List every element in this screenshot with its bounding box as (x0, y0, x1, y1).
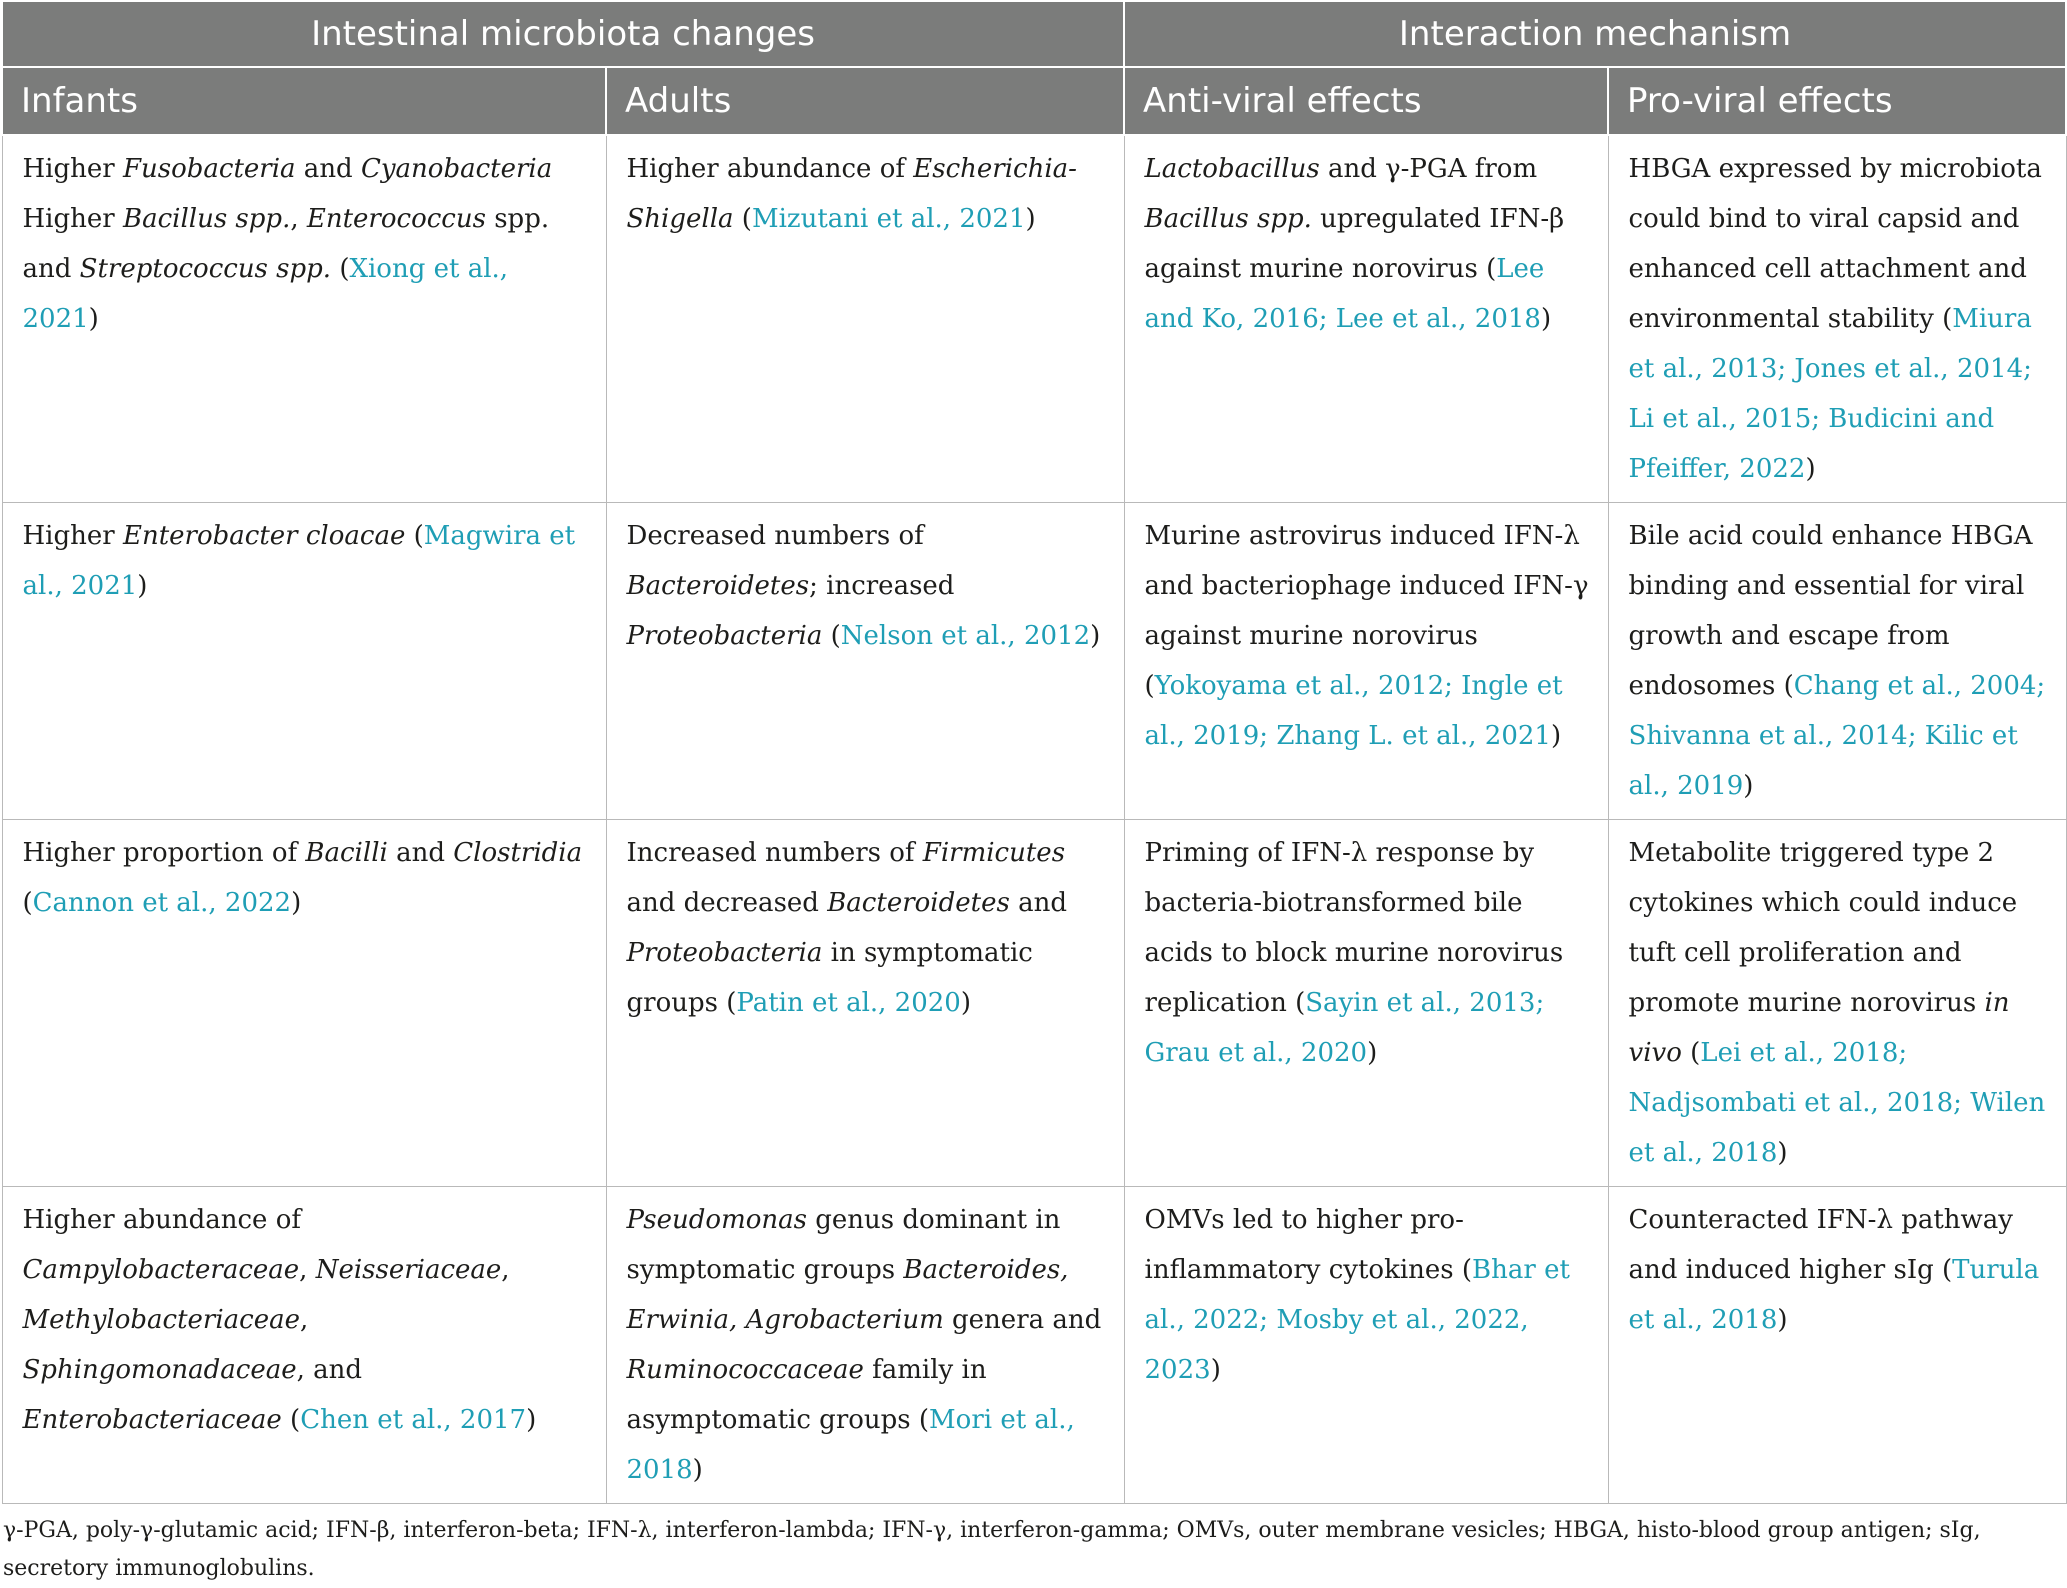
cell-text: spp. and (22, 204, 550, 284)
cell-adults (606, 1187, 1124, 1504)
header-interaction-mechanism: Interaction mechanism (1124, 1, 2066, 67)
header-group-row (2, 1, 2066, 67)
cell-text: ( (405, 521, 424, 551)
cell-text: Higher abundance of (22, 1205, 301, 1235)
cell-pro-viral (1608, 135, 2066, 503)
italic-taxon: Campylobacteraceae (22, 1255, 300, 1285)
cell-text: ) (1777, 1305, 1788, 1335)
table-row (2, 1187, 2066, 1504)
header-pro-viral: Pro-viral effects (1608, 67, 2066, 135)
cell-text: , (290, 204, 307, 234)
table-footnote: γ-PGA, poly-γ-glutamic acid; IFN-β, interferon-beta; IFN-λ, interferon-lambda; IFN-γ, interferon-gamma; OMVs, outer membrane vesicles; HBGA, histo-blood group antigen; sIg, secretory immunoglobulins. (3, 1518, 1981, 1581)
cell-text: genus dominant in symptomatic groups (626, 1205, 1061, 1285)
cell-text: ) (1025, 204, 1036, 234)
italic-taxon: Clostridia (453, 838, 583, 868)
citation-link[interactable]: Mori et al., 2018 (626, 1405, 1075, 1485)
cell-text: ) (88, 304, 99, 334)
italic-taxon: Pseudomonas (626, 1205, 807, 1235)
cell-text: OMVs led to higher pro-inflammatory cytokines ( (1144, 1205, 1473, 1285)
cell-text: ) (137, 571, 148, 601)
italic-taxon: Cyanobacteria (360, 154, 553, 184)
cell-text: ) (960, 988, 972, 1018)
cell-adults (606, 820, 1124, 1187)
italic-taxon: Enterobacter cloacae (122, 521, 406, 551)
italic-taxon: Firmicutes (922, 838, 1066, 868)
cell-text: family in asymptomatic groups ( (626, 1355, 987, 1435)
table-body (2, 135, 2066, 1504)
italic-taxon: Proteobacteria (626, 621, 823, 651)
table-row (2, 135, 2066, 503)
cell-text: Bile acid could enhance HBGA binding and essential for viral growth and escape from endosomes ( (1628, 521, 2033, 701)
cell-text: Higher abundance of (626, 154, 914, 184)
cell-text: ( (22, 888, 33, 918)
italic-taxon: Sphingomonadaceae (22, 1355, 297, 1385)
citation-link[interactable]: Magwira et al., 2021 (22, 521, 576, 601)
cell-text: Higher (22, 204, 123, 234)
cell-text: ) (1777, 1138, 1788, 1168)
italic-taxon: Streptococcus spp. (79, 254, 332, 284)
italic-taxon: Ruminococcaceae (626, 1355, 864, 1385)
cell-infants (2, 135, 606, 503)
cell-text: and decreased (626, 888, 828, 918)
italic-taxon: Enterococcus (306, 204, 486, 234)
cell-text: ) (1540, 304, 1552, 334)
citation-link[interactable]: Miura et al., 2013; Jones et al., 2014; Li et al., 2015; Budicini and Pfeiffer, 2022 (1628, 304, 2032, 484)
cell-anti-viral (1124, 820, 1608, 1187)
citation-link[interactable]: Bhar et al., 2022; Mosby et al., 2022, 2023 (1144, 1255, 1570, 1385)
cell-text: genera and (943, 1305, 1102, 1335)
citation-link[interactable]: Lei et al., 2018; Nadjsombati et al., 2018; Wilen et al., 2018 (1628, 1038, 2046, 1168)
cell-text: upregulated IFN-β against murine norovirus ( (1144, 204, 1565, 284)
citation-link[interactable]: Mizutani et al., 2021 (751, 204, 1026, 234)
cell-text: ) (1367, 1038, 1378, 1068)
cell-text: Higher (22, 154, 123, 184)
citation-link[interactable]: Cannon et al., 2022 (32, 888, 292, 918)
cell-pro-viral (1608, 503, 2066, 820)
header-adults: Adults (606, 67, 1124, 135)
italic-taxon: Enterobacteriaceae (22, 1405, 282, 1435)
cell-text: Higher proportion of (22, 838, 306, 868)
cell-text: in symptomatic groups ( (626, 938, 1033, 1018)
citation-link[interactable]: Lee and Ko, 2016; Lee et al., 2018 (1144, 254, 1545, 334)
header-anti-viral: Anti-viral effects (1124, 67, 1608, 135)
microbiota-table (1, 0, 2067, 1504)
cell-infants (2, 1187, 606, 1504)
cell-text: ) (1743, 771, 1754, 801)
cell-text: and (387, 838, 454, 868)
header-column-row (2, 67, 2066, 135)
cell-text: ) (526, 1405, 537, 1435)
cell-text: ) (1090, 621, 1101, 651)
cell-infants (2, 820, 606, 1187)
cell-anti-viral (1124, 135, 1608, 503)
cell-adults (606, 503, 1124, 820)
italic-taxon: Bacilli (305, 838, 388, 868)
cell-text: ) (1550, 721, 1562, 751)
cell-adults (606, 135, 1124, 503)
cell-text: ) (692, 1455, 703, 1485)
cell-text: and (295, 154, 361, 184)
cell-text: Increased numbers of (626, 838, 923, 868)
italic-taxon: Escherichia-Shigella (626, 154, 1077, 234)
citation-link[interactable]: Chang et al., 2004; Shivanna et al., 2014; Kilic et al., 2019 (1628, 671, 2046, 801)
cell-text: Metabolite triggered type 2 cytokines which could induce tuft cell proliferation and promote murine norovirus (1628, 838, 2018, 1018)
table-header (2, 1, 2066, 135)
citation-link[interactable]: Nelson et al., 2012 (840, 621, 1091, 651)
cell-anti-viral (1124, 503, 1608, 820)
cell-text: ) (1210, 1355, 1221, 1385)
cell-anti-viral (1124, 1187, 1608, 1504)
italic-taxon: Methylobacteriaceae (22, 1305, 300, 1335)
cell-text: and (1009, 888, 1067, 918)
cell-infants (2, 503, 606, 820)
cell-text: ( (822, 621, 841, 651)
table-row (2, 820, 2066, 1187)
citation-link[interactable]: Chen et al., 2017 (300, 1405, 527, 1435)
citation-link[interactable]: Turula et al., 2018 (1628, 1255, 2040, 1335)
italic-taxon: Lactobacillus (1144, 154, 1320, 184)
cell-text: , and (296, 1355, 363, 1385)
header-infants: Infants (2, 67, 606, 135)
italic-taxon: Proteobacteria (626, 938, 823, 968)
italic-taxon: Bacillus spp. (122, 204, 291, 234)
cell-text: ( (281, 1405, 301, 1435)
cell-text: ; increased (809, 571, 955, 601)
citation-link[interactable]: Patin et al., 2020 (736, 988, 961, 1018)
cell-text: and γ-PGA from (1319, 154, 1538, 184)
italic-taxon: Bacillus spp. (1144, 204, 1312, 234)
citation-link[interactable]: Yokoyama et al., 2012; Ingle et al., 2019; Zhang L. et al., 2021 (1144, 671, 1563, 751)
italic-taxon: Neisseriaceae (315, 1255, 502, 1285)
cell-pro-viral (1608, 820, 2066, 1187)
cell-text: Murine astrovirus induced IFN-λ and bacteriophage induced IFN-γ against murine norovirus ( (1144, 521, 1589, 701)
cell-text: ) (1805, 454, 1816, 484)
italic-taxon: Bacteroidetes (626, 571, 810, 601)
cell-text: , (501, 1255, 510, 1285)
italic-taxon: Bacteroidetes (827, 888, 1010, 918)
table-row (2, 503, 2066, 820)
citation-link[interactable]: Sayin et al., 2013; Grau et al., 2020 (1144, 988, 1545, 1068)
citation-link[interactable]: Xiong et al., 2021 (22, 254, 509, 334)
italic-taxon: Fusobacteria (122, 154, 296, 184)
cell-text: ( (1681, 1038, 1701, 1068)
italic-taxon: Bacteroides, Erwinia, Agrobacterium (626, 1255, 1069, 1335)
cell-text: Decreased numbers of (626, 521, 924, 551)
italic-taxon: in vivo (1628, 988, 2010, 1068)
header-microbiota-changes: Intestinal microbiota changes (2, 1, 1124, 67)
cell-text: Priming of IFN-λ response by bacteria-biotransformed bile acids to block murine norovirus replication ( (1144, 838, 1564, 1018)
cell-pro-viral (1608, 1187, 2066, 1504)
cell-text: Higher (22, 521, 123, 551)
cell-text: , (299, 1305, 309, 1335)
cell-text: ( (331, 254, 350, 284)
cell-text: Counteracted IFN-λ pathway and induced higher sIg ( (1628, 1205, 2013, 1285)
cell-text: HBGA expressed by microbiota could bind to viral capsid and enhanced cell attachment and environmental stability ( (1628, 154, 2042, 334)
cell-text: , (299, 1255, 316, 1285)
cell-text: ( (733, 204, 752, 234)
cell-text: ) (291, 888, 302, 918)
